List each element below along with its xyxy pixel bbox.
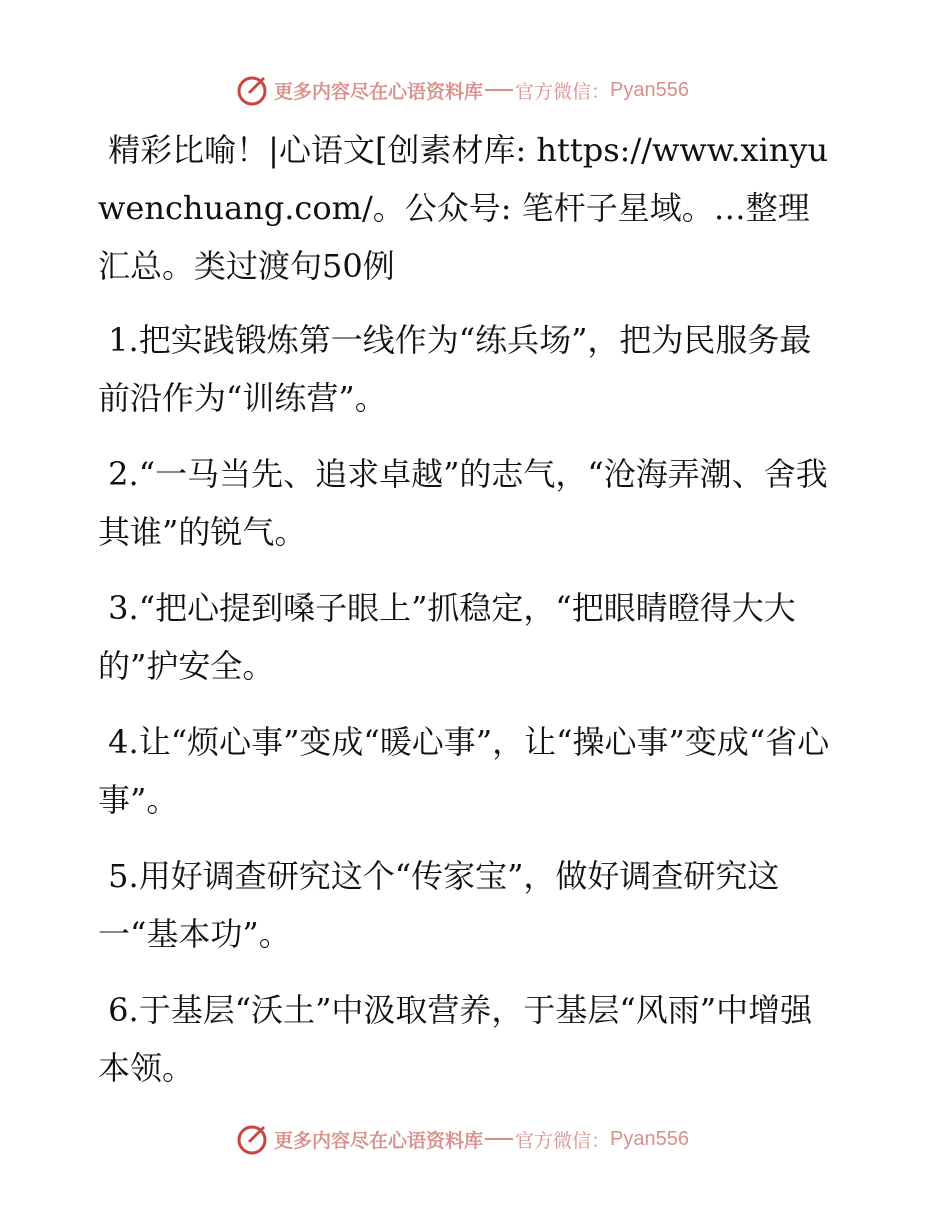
document-body <box>98 121 833 1115</box>
header-banner <box>236 72 716 108</box>
footer-banner <box>236 1121 716 1157</box>
list-item: 6.于基层“沃土”中汲取营养，于基层“风雨”中增强本领。 <box>98 991 813 1087</box>
pen-logo-icon <box>236 1122 270 1156</box>
list-item: 5.用好调查研究这个“传家宝”，做好调查研究这一“基本功”。 <box>98 857 780 953</box>
header-wechat-id: Pyan556 <box>610 78 689 101</box>
footer-wechat-id: Pyan556 <box>610 1127 689 1150</box>
footer-wechat-label: 官方微信： <box>515 1129 611 1152</box>
list-item: 4.让“烦心事”变成“暖心事”，让“操心事”变成“省心事”。 <box>98 723 830 819</box>
header-promo-text: 更多内容尽在心语资料库 <box>274 80 484 103</box>
list-item: 2.“一马当先、追求卓越”的志气，“沧海弄潮、舍我其谁”的锐气。 <box>98 455 828 551</box>
pen-logo-icon <box>236 73 270 107</box>
footer-dash <box>485 1138 513 1140</box>
header-wechat-label: 官方微信： <box>515 80 611 103</box>
header-dash <box>485 89 513 91</box>
list-item: 3.“把心提到嗓子眼上”抓稳定，“把眼睛瞪得大大的”护安全。 <box>98 589 796 685</box>
footer-promo-text: 更多内容尽在心语资料库 <box>274 1129 484 1152</box>
list-item: 1.把实践锻炼第一线作为“练兵场”，把为民服务最前沿作为“训练营”。 <box>98 321 812 417</box>
intro-paragraph: 精彩比喻！|心语文[创素材库: https://www.xinyuwenchuang.com/。公众号: 笔杆子星域。…整理汇总。类过渡句50例 <box>98 131 829 285</box>
